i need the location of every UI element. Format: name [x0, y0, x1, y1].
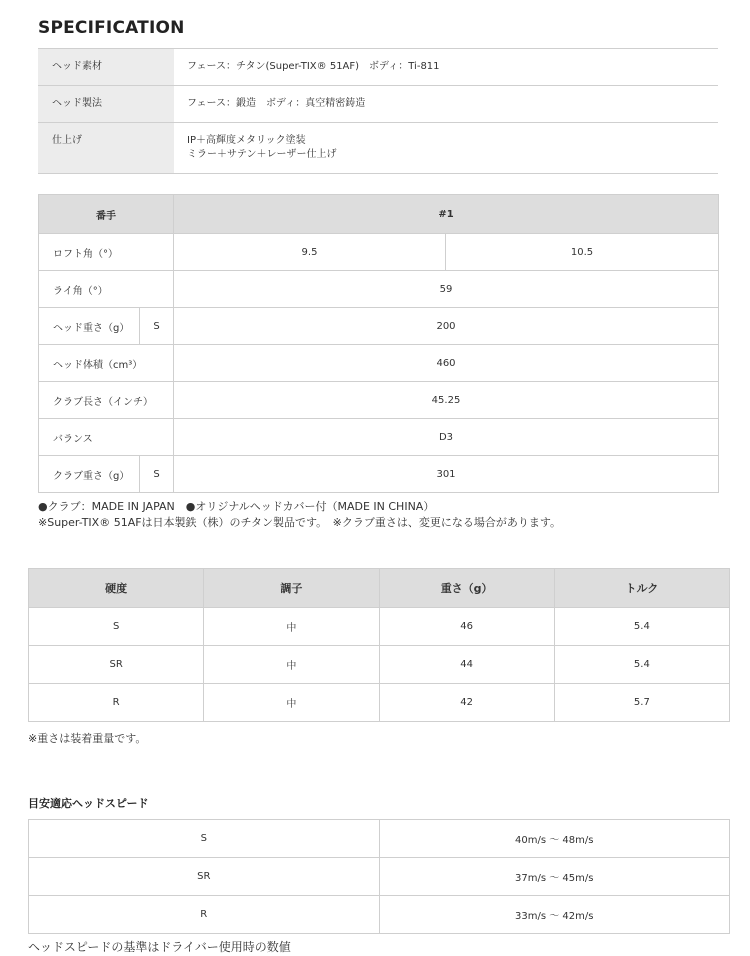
table-cell: 5.4 [554, 646, 729, 684]
head-volume-value: 460 [174, 345, 719, 382]
table-row [38, 49, 718, 86]
table-cell: 46 [379, 608, 554, 646]
spec-table [38, 194, 719, 493]
table-row [39, 382, 719, 419]
table-cell: R [29, 684, 204, 722]
table-cell: S [29, 608, 204, 646]
table-row [29, 646, 730, 684]
table-header-row [29, 569, 730, 608]
made-in-note: ●クラブ：MADE IN JAPAN ●オリジナルヘッドカバー付（MADE IN CHINA） [38, 500, 435, 513]
table-row [39, 234, 719, 271]
club-weight-value: 301 [174, 456, 719, 493]
table-row [29, 820, 730, 858]
head-weight-label: ヘッド重さ（g） [39, 308, 140, 345]
club-weight-flex: S [140, 456, 174, 493]
column-header-torque: トルク [554, 569, 729, 608]
column-header-model: #1 [174, 195, 719, 234]
head-method-label: ヘッド製法 [38, 86, 174, 123]
table-row [39, 419, 719, 456]
column-header-kick-point: 調子 [204, 569, 379, 608]
head-volume-label: ヘッド体積（cm³） [39, 345, 174, 382]
club-length-value: 45.25 [174, 382, 719, 419]
head-info-table [38, 48, 718, 174]
table-cell: 42 [379, 684, 554, 722]
head-weight-flex: S [140, 308, 174, 345]
table-row [39, 308, 719, 345]
table-row [29, 858, 730, 896]
balance-label: バランス [39, 419, 174, 456]
lie-value: 59 [174, 271, 719, 308]
table-row [29, 896, 730, 934]
head-material-label: ヘッド素材 [38, 49, 174, 86]
table-cell: 33m/s ～ 42m/s [379, 896, 730, 934]
column-header-weight: 重さ（g） [379, 569, 554, 608]
table-row [39, 345, 719, 382]
finish-line: IP＋高輝度メタリック塗装 [187, 135, 306, 146]
table-cell: SR [29, 858, 380, 896]
table-cell: S [29, 820, 380, 858]
shaft-weight-note: ※重さは装着重量です。 [28, 732, 147, 745]
table-cell: 40m/s ～ 48m/s [379, 820, 730, 858]
loft-label: ロフト角（°） [39, 234, 174, 271]
table-cell: 37m/s ～ 45m/s [379, 858, 730, 896]
table-row [29, 608, 730, 646]
loft-value-2: 10.5 [446, 234, 719, 271]
table-cell: 5.4 [554, 608, 729, 646]
loft-value-1: 9.5 [174, 234, 446, 271]
head-weight-value: 200 [174, 308, 719, 345]
head-speed-table [28, 819, 730, 934]
table-row [38, 86, 718, 123]
table-cell: 5.7 [554, 684, 729, 722]
table-row [38, 123, 718, 174]
table-cell: 中 [204, 608, 379, 646]
table-cell: SR [29, 646, 204, 684]
table-cell: 44 [379, 646, 554, 684]
column-header-flex: 硬度 [29, 569, 204, 608]
table-row [29, 684, 730, 722]
balance-value: D3 [174, 419, 719, 456]
head-speed-heading: 目安適応ヘッドスピード [28, 797, 149, 810]
table-header-row [39, 195, 719, 234]
finish-value [174, 123, 718, 174]
finish-label: 仕上げ [38, 123, 174, 174]
lie-label: ライ角（°） [39, 271, 174, 308]
column-header-number: 番手 [39, 195, 174, 234]
head-material-value: フェース：チタン(Super-TIX® 51AF) ボディ：Ti-811 [174, 49, 718, 86]
table-cell: 中 [204, 684, 379, 722]
club-length-label: クラブ長さ（インチ） [39, 382, 174, 419]
page-title: SPECIFICATION [38, 18, 185, 38]
head-speed-note: ヘッドスピードの基準はドライバー使用時の数値 [28, 940, 291, 954]
table-cell: 中 [204, 646, 379, 684]
material-note: ※Super-TIX® 51AFは日本製鉄（株）のチタン製品です。 ※クラブ重さは、変更になる場合があります。 [38, 516, 561, 529]
shaft-table [28, 568, 730, 722]
club-weight-label: クラブ重さ（g） [39, 456, 140, 493]
table-cell: R [29, 896, 380, 934]
table-row [39, 456, 719, 493]
table-row [39, 271, 719, 308]
head-method-value: フェース：鍛造 ボディ：真空精密鋳造 [174, 86, 718, 123]
finish-line: ミラー＋サテン＋レーザー仕上げ [187, 149, 337, 160]
